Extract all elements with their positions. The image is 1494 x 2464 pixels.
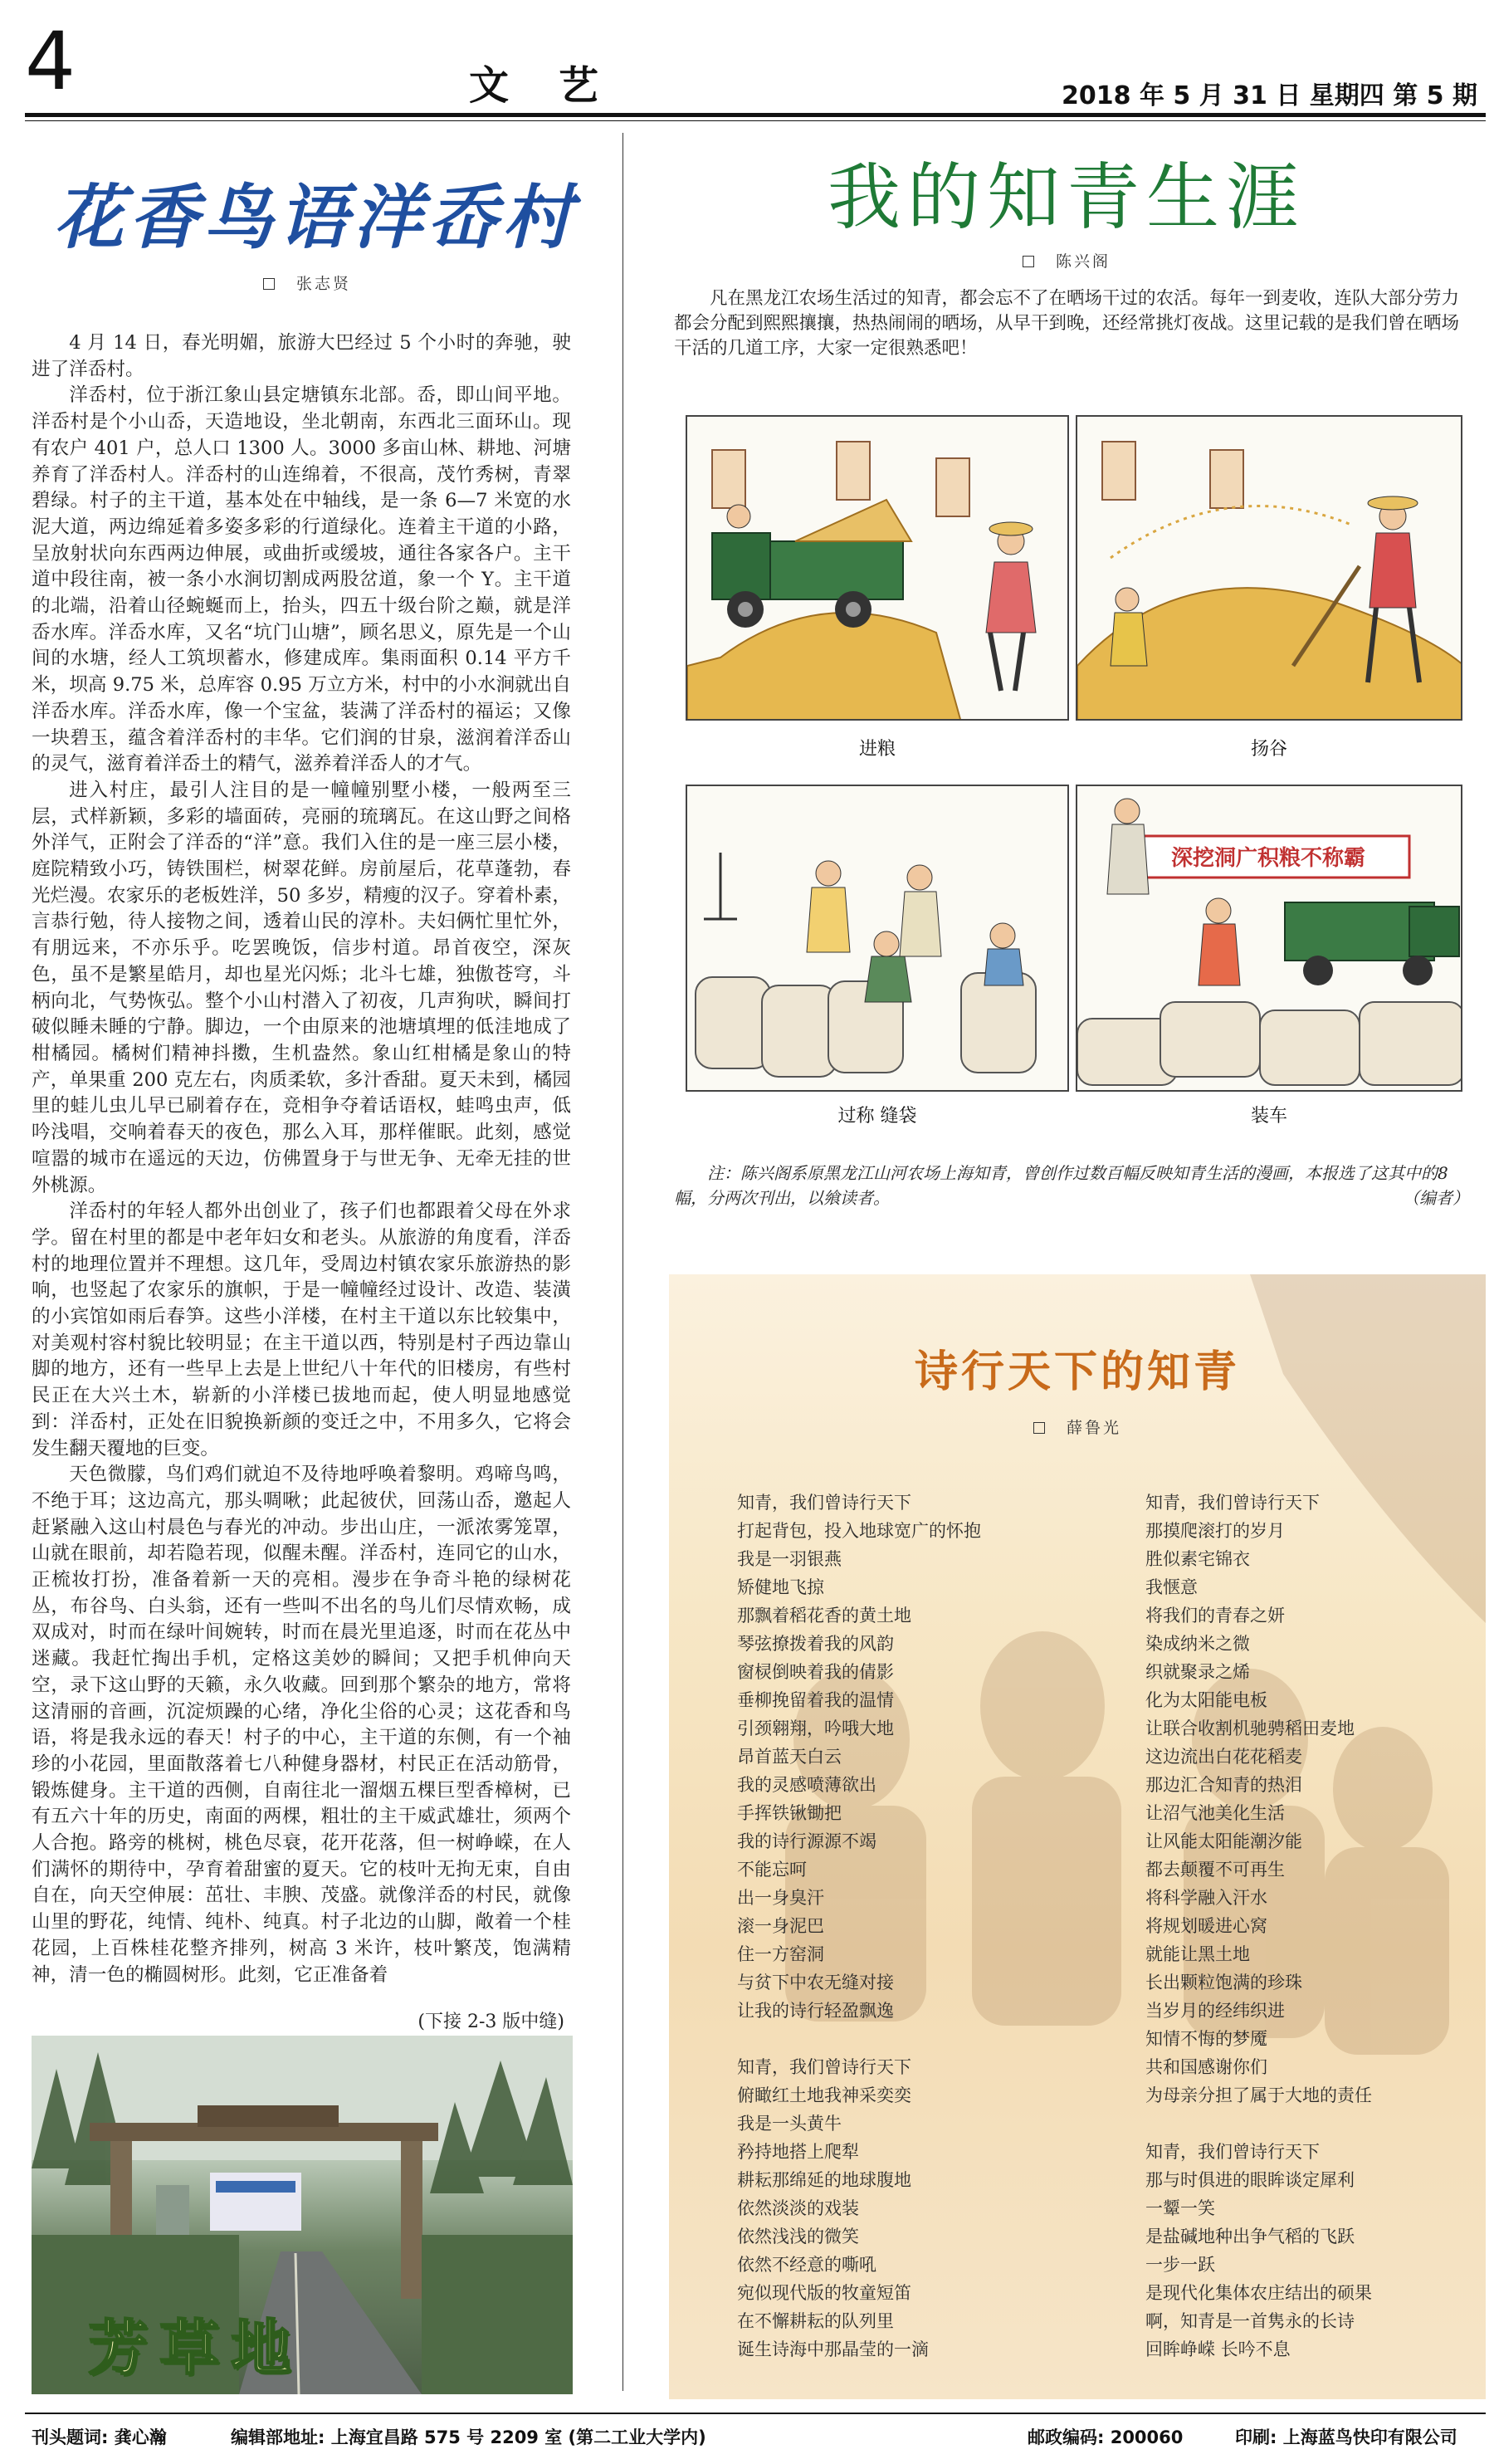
left-article-body [32, 330, 571, 1988]
poem-line: 昂首蓝天白云 [737, 1747, 842, 1767]
issue-date: 2018 年 5 月 31 日 星期四 第 5 期 [1062, 81, 1477, 110]
poem-line: 我的灵感喷薄欲出 [737, 1775, 876, 1795]
poem-line: 在不懈耕耘的队列里 [737, 2311, 894, 2331]
comic-panel-weighing [686, 785, 1069, 1092]
poem-line: 俯瞰红土地我神采奕奕 [737, 2085, 911, 2105]
poem-line: 让我的诗行轻盈飘逸 [737, 2001, 894, 2021]
poem-line: 将规划暖进心窝 [1145, 1916, 1267, 1936]
poem-line: 我是一羽银燕 [737, 1549, 842, 1569]
poem-line: 不能忘呵 [737, 1860, 807, 1880]
poem-stanza [1145, 2138, 1494, 2364]
left-article-author: 张志贤 [295, 275, 351, 293]
poem-right-column [1145, 1489, 1494, 2392]
poem-line: 将科学融入汗水 [1145, 1888, 1267, 1908]
poem-byline [669, 1415, 1486, 1438]
poem-line: 就能让黑土地 [1145, 1944, 1250, 1964]
comic-panel-winnowing [1076, 415, 1462, 721]
winnowing-illustration [1077, 417, 1462, 721]
poem-line: 织就聚录之烯 [1145, 1662, 1250, 1682]
poem-line: 胜似素宅锦衣 [1145, 1549, 1250, 1569]
continued-note: (下接 2-3 版中缝) [417, 2012, 564, 2032]
poem-line: 知情不悔的梦魇 [1145, 2029, 1267, 2049]
poem-line: 知青，我们曾诗行天下 [1145, 2142, 1320, 2162]
right-article-byline [647, 249, 1486, 271]
poem-line: 打起背包，投入地球宽广的怀抱 [737, 1521, 981, 1541]
poem-line: 诞生诗海中那晶莹的一滴 [737, 2339, 929, 2359]
weighing-sewing-illustration [687, 786, 1069, 1092]
footer-postcode: 邮政编码: 200060 [1028, 2427, 1184, 2447]
poem-line: 宛似现代版的牧童短笛 [737, 2283, 911, 2303]
poem-line: 都去颠覆不可再生 [1145, 1860, 1285, 1880]
panel-caption: 装车 [1250, 1106, 1287, 1127]
paragraph: 4 月 14 日，春光明媚，旅游大巴经过 5 个小时的奔驰，驶进了洋岙村。 [32, 332, 571, 380]
poem-line: 滚一身泥巴 [737, 1916, 824, 1936]
poem-line: 这边流出白花花稻麦 [1145, 1747, 1302, 1767]
poem-line: 当岁月的经纬织进 [1145, 2001, 1285, 2021]
left-article-title: 花香鸟语洋岙村 [53, 176, 577, 258]
comic-panel-loading [1076, 785, 1462, 1092]
poem-line: 化为太阳能电板 [1145, 1690, 1267, 1710]
section-name: 文艺 [469, 62, 649, 109]
loading-banner: 深挖洞广积粮不称霸 [1170, 846, 1366, 871]
masthead-rule [25, 113, 1486, 117]
poem-line: 知青，我们曾诗行天下 [1145, 1493, 1320, 1513]
footer-title-inscription: 刊头题词: 龚心瀚 [32, 2427, 167, 2447]
column-divider [622, 133, 623, 2391]
poem-line: 矫健地飞掠 [737, 1577, 824, 1597]
panel-caption: 扬谷 [1250, 739, 1287, 760]
grain-truck-illustration [687, 417, 1069, 721]
poem-line: 一步一跃 [1145, 2255, 1215, 2275]
poem-line: 是盐碱地种出争气稻的飞跃 [1145, 2227, 1355, 2246]
byline-box-icon [1033, 1422, 1045, 1434]
poem-line: 知青，我们曾诗行天下 [737, 1493, 911, 1513]
paragraph: 洋岙村的年轻人都外出创业了，孩子们也都跟着父母在外求学。留在村里的都是中老年妇女和老头。从旅游的角度看，洋岙村的地理位置并不理想。这几年，受周边村镇农家乐旅游热的影响，也竖起了农家乐的旗帜，于是一幢幢经过设计、改造、装潢的小宾馆如雨后春笋。这些小洋楼，在村主干道以东比较集中，对美观村容村貌比较明显；在主干道以西，特别是村子西边靠山脚的地方，还有一些早上去是上世纪八十年代的旧楼房，有些村民正在大兴土木，崭新的小洋楼已拔地而起，使人明显地感觉到：洋岙村，正处在旧貌换新颜的变迁之中，不用多久，它将会发生翻天覆地的巨变。 [32, 1200, 571, 1459]
poem-stanza [1145, 1489, 1494, 2110]
poem-line: 那摸爬滚打的岁月 [1145, 1521, 1285, 1541]
footer-rule [25, 2413, 1486, 2414]
poem-line: 为母亲分担了属于大地的责任 [1145, 2085, 1372, 2105]
poem-line: 啊，知青是一首隽永的长诗 [1145, 2311, 1355, 2331]
poem-line: 让联合收割机驰骋稻田麦地 [1145, 1718, 1355, 1738]
paragraph: 进入村庄，最引人注目的是一幢幢别墅小楼，一般两至三层，式样新颖，多彩的墙面砖，亮丽的琉璃瓦。在这山野之间格外洋气，正附会了洋岙的“洋”意。我们入住的是一座三层小楼，庭院精致小巧，铸铁围栏，树翠花鲜。房前屋后，花草蓬勃，春光烂漫。农家乐的老板姓洋，50 多岁，精瘦的汉子。穿着朴素，言恭行勉，待人接物之间，透着山民的淳朴。夫妇俩忙里忙外，有朋远来，不亦乐乎。吃罢晚饭，信步村道。昂首夜空，深灰色，虽不是繁星皓月，却也星光闪烁；北斗七雄，独傲苍穹，斗柄向北，气势恢弘。整个小山村潜入了初夜，几声狗吠，瞬间打破似睡未睡的宁静。脚边，一个由原来的池塘填埋的低洼地成了柑橘园。橘树们精神抖擞，生机盎然。象山红柑橘是象山的特产，单果重 200 克左右，肉质柔软，多汁香甜。夏天未到，橘园里的蛙儿虫儿早已刷着存在，竞相争夺着话语权，蛙鸣虫声，低吟浅唱，交响着春天的夜色，那么入耳，那样催眠。此刻，感觉喧嚣的城市在遥远的天边，仿佛置身于与世无争、无牵无挂的世外桃源。 [32, 779, 571, 1196]
poem-line: 我的诗行源源不竭 [737, 1831, 876, 1851]
poem-line: 矜持地搭上爬犁 [737, 2142, 859, 2162]
poem-line: 依然浅浅的微笑 [737, 2227, 859, 2246]
byline-box-icon [263, 278, 275, 290]
poem-line: 引颈翱翔，吟哦大地 [737, 1718, 894, 1738]
left-article-byline [0, 271, 614, 294]
poem-line: 依然淡淡的戏装 [737, 2198, 859, 2218]
poem-line: 与贫下中农无缝对接 [737, 1973, 894, 1992]
poem-line: 住一方窑洞 [737, 1944, 824, 1964]
page-number: 4 [25, 15, 76, 108]
poem-stanza [737, 1489, 1102, 2025]
right-article-intro: 凡在黑龙江农场生活过的知青，都会忘不了在晒场干过的农活。每年一到麦收，连队大部分劳力都会分配到熙熙攘攘，热热闹闹的晒场，从早干到晚，还经常挑灯夜战。这里记载的是我们曾在晒场干活的几道工序，大家一定很熟悉吧！ [674, 288, 1460, 359]
byline-box-icon [1023, 256, 1034, 267]
footer-address: 编辑部地址: 上海宜昌路 575 号 2209 室 (第二工业大学内) [231, 2427, 706, 2447]
poem-left-column [737, 1489, 1102, 2392]
poem-line: 依然不经意的嘶吼 [737, 2255, 876, 2275]
paragraph: 天色微朦，鸟们鸡们就迫不及待地呼唤着黎明。鸡啼鸟鸣，不绝于耳；这边高亢，那头啁啾；此起彼伏，回荡山岙，邀起人赶紧融入这山村晨色与春光的冲动。步出山庄，一派浓雾笼罩，山就在眼前，却若隐若现，似醒未醒。洋岙村，连同它的山水，正梳妆打扮，准备着新一天的亮相。漫步在争奇斗艳的绿树花丛，布谷鸟、白头翁，还有一些叫不出名的鸟儿们尽情欢畅，成双成对，时而在绿叶间婉转，时而在晨光里追逐，时而在花丛中迷藏。我赶忙掏出手机，定格这美妙的瞬间；又把手机伸向天空，录下这山野的天籁，永久收藏。回到那个繁杂的地方，常将这清丽的音画，沉淀烦躁的心绪，净化尘俗的心灵；这花香和鸟语，将是我永远的春天！村子的中心，主干道的东侧，有一个袖珍的小花园，里面散落着七八种健身器材，村民正在活动筋骨，锻炼健身。主干道的西侧，自南往北一溜烟五棵巨型香樟树，已有五六十年的历史，南面的两棵，粗壮的主干威武雄壮，须两个人合抱。路旁的桃树，桃色尽衰，花开花落，但一树峥嵘，在人们满怀的期待中，孕育着甜蜜的夏天。它的枝叶无拘无束，自由自在，向天空伸展：茁壮、丰腴、茂盛。就像洋岙的村民，就像山里的野花，纯情、纯朴、纯真。村子北边的山脚，敞着一个桂花园，上百株桂花整齐排列，树高 3 米许，枝叶繁茂，饱满精神，清一色的椭圆树形。此刻，它正准备着 [32, 1464, 571, 1986]
poem-line: 耕耘那绵延的地球腹地 [737, 2170, 911, 2190]
editor-note: 注：陈兴阁系原黑龙江山河农场上海知青，曾创作过数百幅反映知青生活的漫画，本报选了这其中的8幅，分两次刊出，以飨读者。 [674, 1163, 1448, 1208]
photo-caption: 芳草地 [88, 2313, 303, 2383]
poem-line: 知青，我们曾诗行天下 [737, 2057, 911, 2077]
poem-line: 共和国感谢你们 [1145, 2057, 1267, 2077]
poem-line: 琴弦撩拨着我的风韵 [737, 1634, 894, 1654]
masthead-rule-thin [25, 120, 1486, 121]
paragraph: 洋岙村，位于浙江象山县定塘镇东北部。岙，即山间平地。洋岙村是个小山岙，天造地设，坐北朝南，东西北三面环山。现有农户 401 户，总人口 1300 人。3000 多亩山林、耕地、河塘养育了洋岙村人。洋岙村的山连绵着，不很高，茂竹秀树，青翠碧绿。村子的主干道，基本处在中轴线，是一条 6—7 米宽的水泥大道，两边绵延着多姿多彩的行道绿化。连着主干道的小路，呈放射状向东西两边伸展，或曲折或缓坡，通往各家各户。主干道中段往南，被一条小水涧切割成两股岔道，象一个 Y。主干道的北端，沿着山径蜿蜒而上，抬头，四五十级台阶之巅，就是洋岙水库。洋岙水库，又名“坑门山塘”，顾名思义，原先是一个山间的水塘，经人工筑坝蓄水，修建成库。集雨面积 0.14 平方千米，坝高 9.75 米，总库容 0.95 万立方米，村中的小水涧就出自洋岙水库。洋岙水库，像一个宝盆，装满了洋岙村的福运；又像一块碧玉，蕴含着洋岙村的丰华。它们润的甘泉，滋润着洋岙山的灵气，滋育着洋岙土的精气，滋养着洋岙人的才气。 [32, 384, 571, 775]
poem-line: 回眸峥嵘 长吟不息 [1145, 2339, 1291, 2359]
poem-title: 诗行天下的知青 [914, 1347, 1240, 1397]
poem-line: 垂柳挽留着我的温情 [737, 1690, 894, 1710]
editor-signature: （编者） [1403, 1188, 1469, 1208]
panel-caption: 过称 缝袋 [837, 1106, 917, 1127]
poem-stanza [737, 2053, 1102, 2364]
poem-line: 将我们的青春之妍 [1145, 1606, 1285, 1626]
footer-printer: 印刷: 上海蓝鸟快印有限公司 [1235, 2427, 1457, 2447]
poem-line: 染成纳米之微 [1145, 1634, 1250, 1654]
truck-loading-illustration [1077, 786, 1462, 1092]
poem-line: 手挥铁锹锄把 [737, 1803, 842, 1823]
poem-line: 那与时俱进的眼眸谈定犀利 [1145, 2170, 1355, 2190]
right-article-title: 我的知青生涯 [827, 154, 1306, 240]
poem-line: 让风能太阳能潮汐能 [1145, 1831, 1302, 1851]
right-article-author: 陈兴阁 [1055, 252, 1111, 271]
masthead [25, 17, 1486, 116]
poem-line: 一颦一笑 [1145, 2198, 1215, 2218]
comic-panel-grain-intake [686, 415, 1069, 721]
poem-line: 让沼气池美化生活 [1145, 1803, 1285, 1823]
poem-line: 我是一头黄牛 [737, 2114, 842, 2134]
poem-line: 窗棂倒映着我的倩影 [737, 1662, 894, 1682]
poem-line: 那边汇合知青的热泪 [1145, 1775, 1302, 1795]
poem-line: 是现代化集体农庄结出的硕果 [1145, 2283, 1372, 2303]
poem-line: 我惬意 [1145, 1577, 1198, 1597]
poem-line: 长出颗粒饱满的珍珠 [1145, 1973, 1302, 1992]
poem-line: 那飘着稻花香的黄土地 [737, 1606, 911, 1626]
panel-caption: 进粮 [858, 739, 896, 760]
poem-line: 出一身臭汗 [737, 1888, 824, 1908]
poem-author: 薛鲁光 [1066, 1419, 1121, 1437]
